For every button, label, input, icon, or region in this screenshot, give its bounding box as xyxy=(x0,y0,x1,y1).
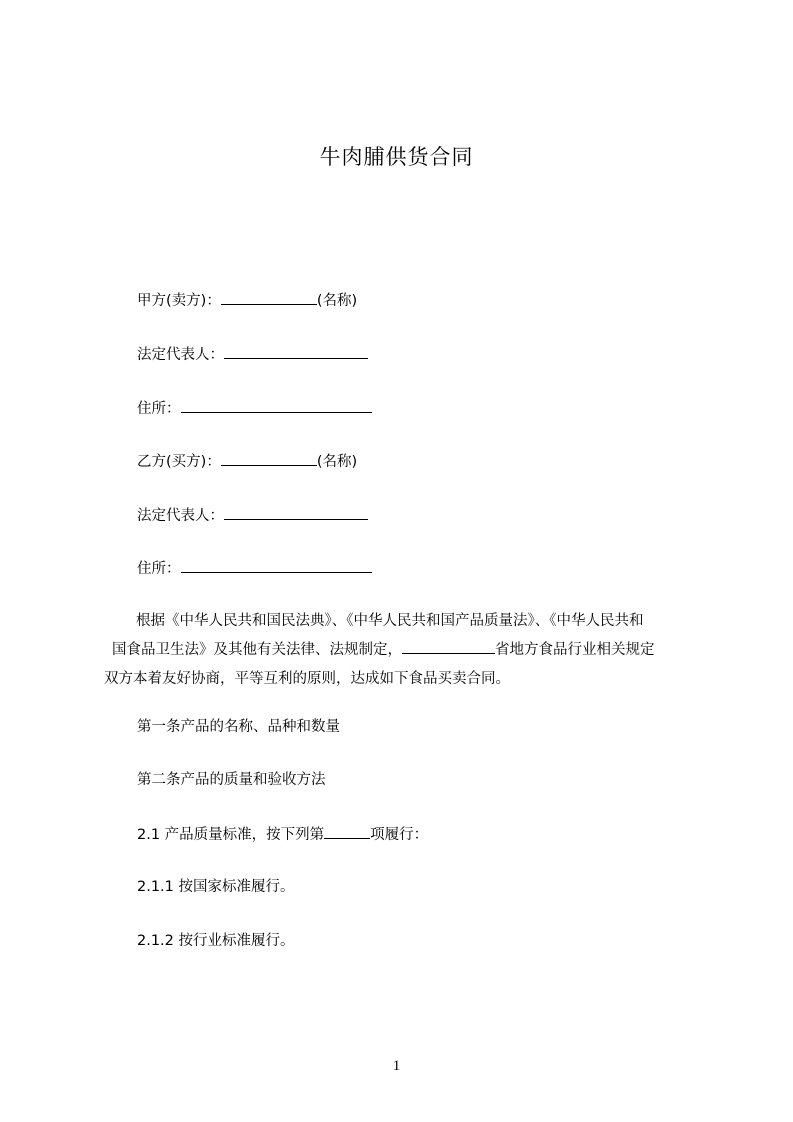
party-b-representative-label: 法定代表人： xyxy=(137,508,224,524)
province-blank[interactable] xyxy=(402,638,495,654)
clause-2-1 xyxy=(137,823,428,846)
party-b-representative-line xyxy=(137,504,368,527)
clause-2-1-prefix: 2.1 产品质量标准，按下列第 xyxy=(137,827,325,843)
party-a-representative-line xyxy=(137,343,368,366)
page-number: 1 xyxy=(392,1058,401,1074)
party-b-suffix: (名称) xyxy=(316,454,358,470)
preamble-line-2-start: 国食品卫生法》及其他有关法律、法规制定， xyxy=(112,642,402,658)
clause-2-1-2: 2.1.2 按行业标准履行。 xyxy=(137,933,295,949)
party-a-address-label: 住所： xyxy=(137,401,181,417)
party-a-label: 甲方(卖方)： xyxy=(137,293,221,309)
party-b-label: 乙方(买方)： xyxy=(137,454,221,470)
article-2-heading: 第二条产品的质量和验收方法 xyxy=(137,772,326,788)
party-a-address-line xyxy=(137,397,372,420)
party-a-address-blank[interactable] xyxy=(181,397,372,413)
article-1-heading: 第一条产品的名称、品种和数量 xyxy=(137,719,340,735)
party-a-name-blank[interactable] xyxy=(221,289,317,305)
party-a-representative-label: 法定代表人： xyxy=(137,347,224,363)
party-a-representative-blank[interactable] xyxy=(224,343,368,359)
party-b-address-line xyxy=(137,557,372,580)
party-a-line xyxy=(137,289,357,312)
clause-2-1-option-blank[interactable] xyxy=(324,823,370,839)
preamble-line-2 xyxy=(104,636,704,665)
party-a-suffix: (名称) xyxy=(316,293,358,309)
preamble-line-1: 根据《中华人民共和国民法典》、《中华人民共和国产品质量法》、《中华人民共和 xyxy=(136,613,644,629)
clause-2-1-suffix: 项履行： xyxy=(370,827,429,843)
party-b-line xyxy=(137,450,357,473)
party-b-representative-blank[interactable] xyxy=(224,504,368,520)
preamble-line-3: 双方本着友好协商，平等互利的原则，达成如下食品买卖合同。 xyxy=(104,671,510,687)
clause-2-1-1: 2.1.1 按国家标准履行。 xyxy=(137,879,295,895)
preamble-line-2-end: 省地方食品行业相关规定 xyxy=(495,642,655,658)
party-b-address-label: 住所： xyxy=(137,561,181,577)
document-title: 牛肉脯供货合同 xyxy=(319,145,474,169)
preamble-paragraph xyxy=(104,607,704,694)
party-b-name-blank[interactable] xyxy=(221,450,317,466)
party-b-address-blank[interactable] xyxy=(181,557,372,573)
